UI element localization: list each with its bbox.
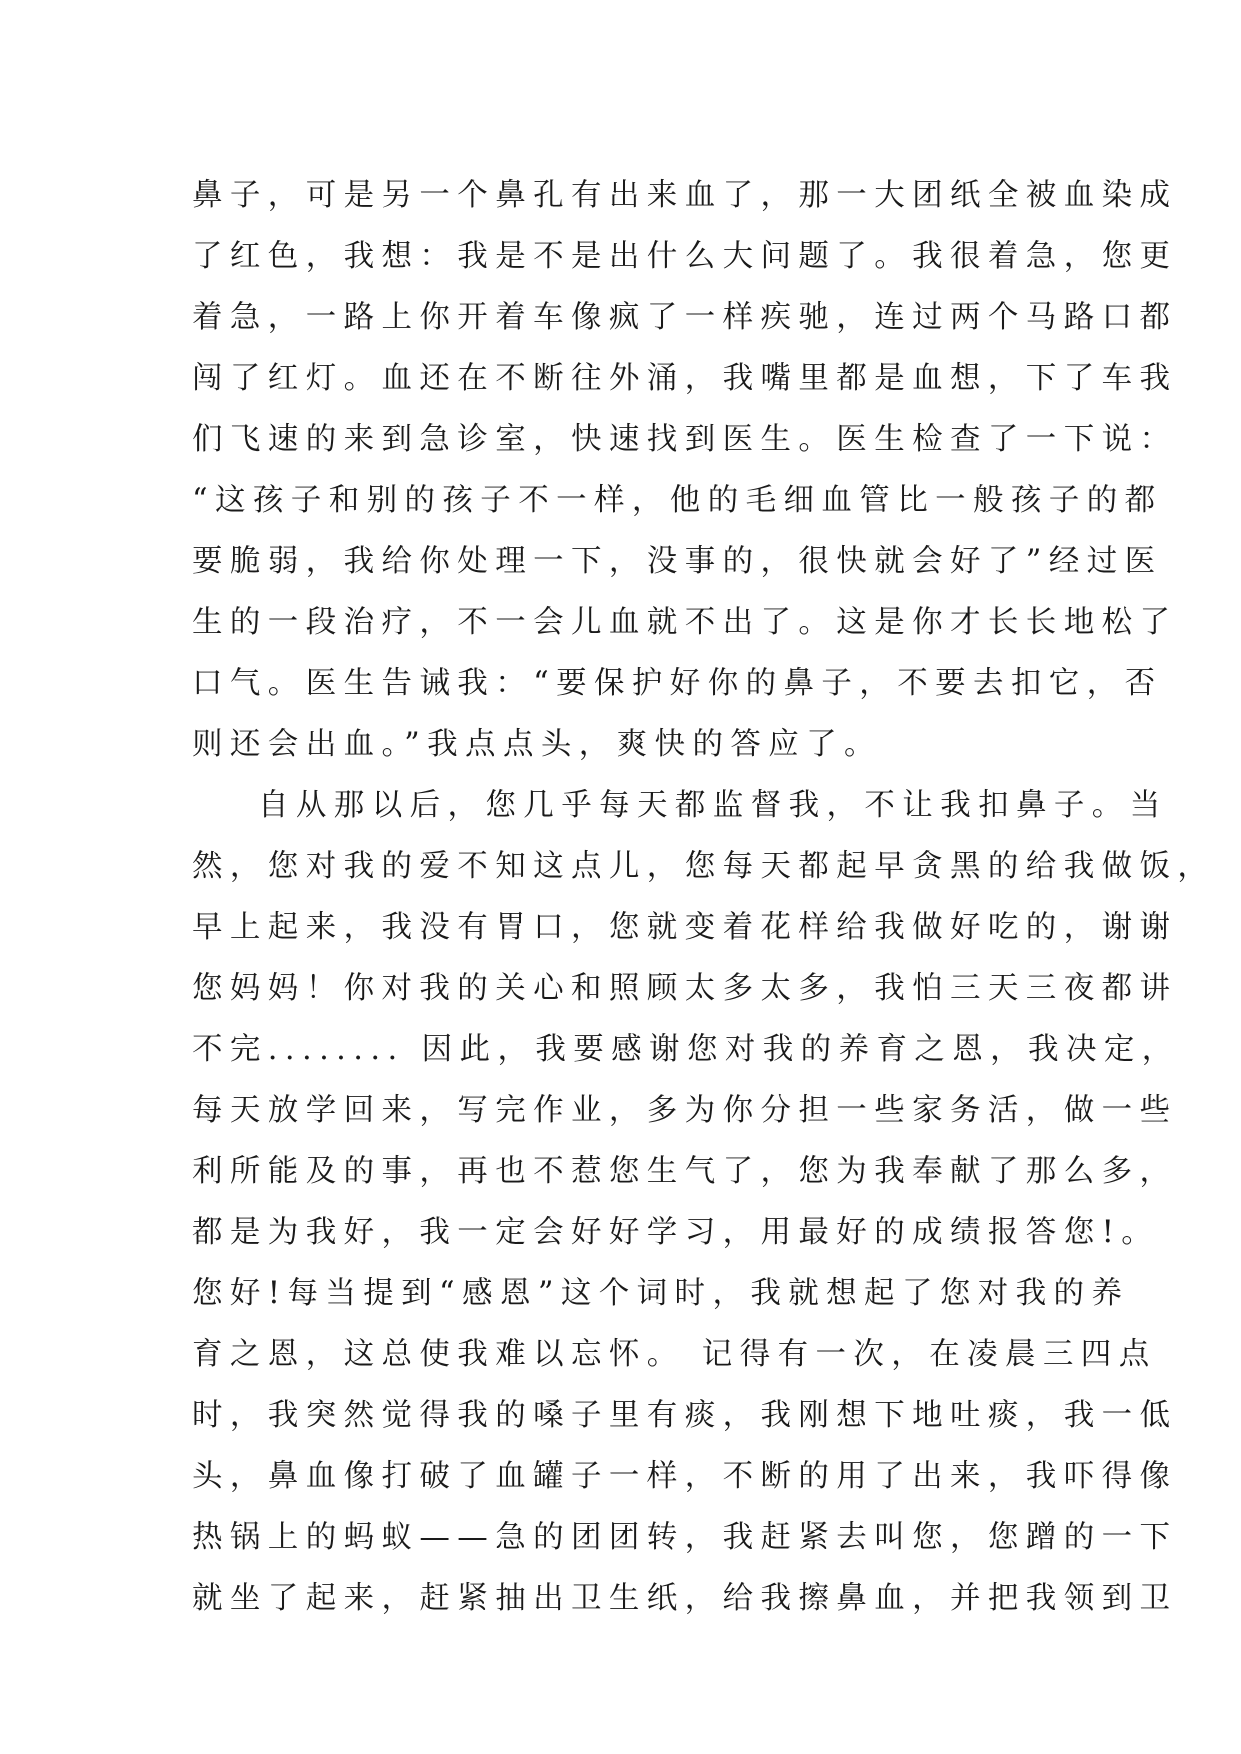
- text-line: 都是为我好，我一定会好好学习，用最好的成绩报答您!。: [192, 1215, 1160, 1250]
- text-line: 要脆弱，我给你处理一下，没事的，很快就会好了”经过医: [192, 544, 1163, 579]
- paragraph-start-line: 自从那以后，您几乎每天都监督我，不让我扣鼻子。当: [258, 788, 1168, 823]
- text-line: 则还会出血。”我点点头，爽快的答应了。: [192, 727, 882, 762]
- text-line: 热锅上的蚂蚁——急的团团转，我赶紧去叫您，您蹭的一下: [192, 1520, 1178, 1555]
- text-line: 不完........ 因此，我要感谢您对我的养育之恩，我决定，: [192, 1032, 1180, 1067]
- text-line: 利所能及的事，再也不惹您生气了，您为我奉献了那么多，: [192, 1154, 1178, 1189]
- text-line: 每天放学回来，写完作业，多为你分担一些家务活，做一些: [192, 1093, 1178, 1128]
- text-line: 时，我突然觉得我的嗓子里有痰，我刚想下地吐痰，我一低: [192, 1398, 1178, 1433]
- text-line: “这孩子和别的孩子不一样，他的毛细血管比一般孩子的都: [192, 483, 1163, 518]
- text-line: 们飞速的来到急诊室，快速找到医生。医生检查了一下说：: [192, 422, 1178, 457]
- text-line: 鼻子，可是另一个鼻孔有出来血了，那一大团纸全被血染成: [192, 178, 1178, 213]
- text-line: 了红色，我想：我是不是出什么大问题了。我很着急，您更: [192, 239, 1178, 274]
- text-line: 您妈妈！你对我的关心和照顾太多太多，我怕三天三夜都讲: [192, 971, 1178, 1006]
- body-text: [192, 165, 1216, 1629]
- text-line: 着急，一路上你开着车像疯了一样疾驰，连过两个马路口都: [192, 300, 1178, 335]
- text-line: 闯了红灯。血还在不断往外涌，我嘴里都是血想，下了车我: [192, 361, 1178, 396]
- text-line: 育之恩，这总使我难以忘怀。 记得有一次，在凌晨三四点: [192, 1337, 1157, 1372]
- text-line: 然，您对我的爱不知这点儿，您每天都起早贪黑的给我做饭，: [192, 849, 1216, 884]
- text-line: 生的一段治疗，不一会儿血就不出了。这是你才长长地松了: [192, 605, 1178, 640]
- text-line: 口气。医生告诫我：“要保护好你的鼻子，不要去扣它，否: [192, 666, 1163, 701]
- text-line: 头，鼻血像打破了血罐子一样，不断的用了出来，我吓得像: [192, 1459, 1178, 1494]
- text-line: 就坐了起来，赶紧抽出卫生纸，给我擦鼻血，并把我领到卫: [192, 1581, 1178, 1616]
- text-line: 早上起来，我没有胃口，您就变着花样给我做好吃的，谢谢: [192, 910, 1178, 945]
- text-line: 您好!每当提到“感恩”这个词时，我就想起了您对我的养: [192, 1276, 1130, 1311]
